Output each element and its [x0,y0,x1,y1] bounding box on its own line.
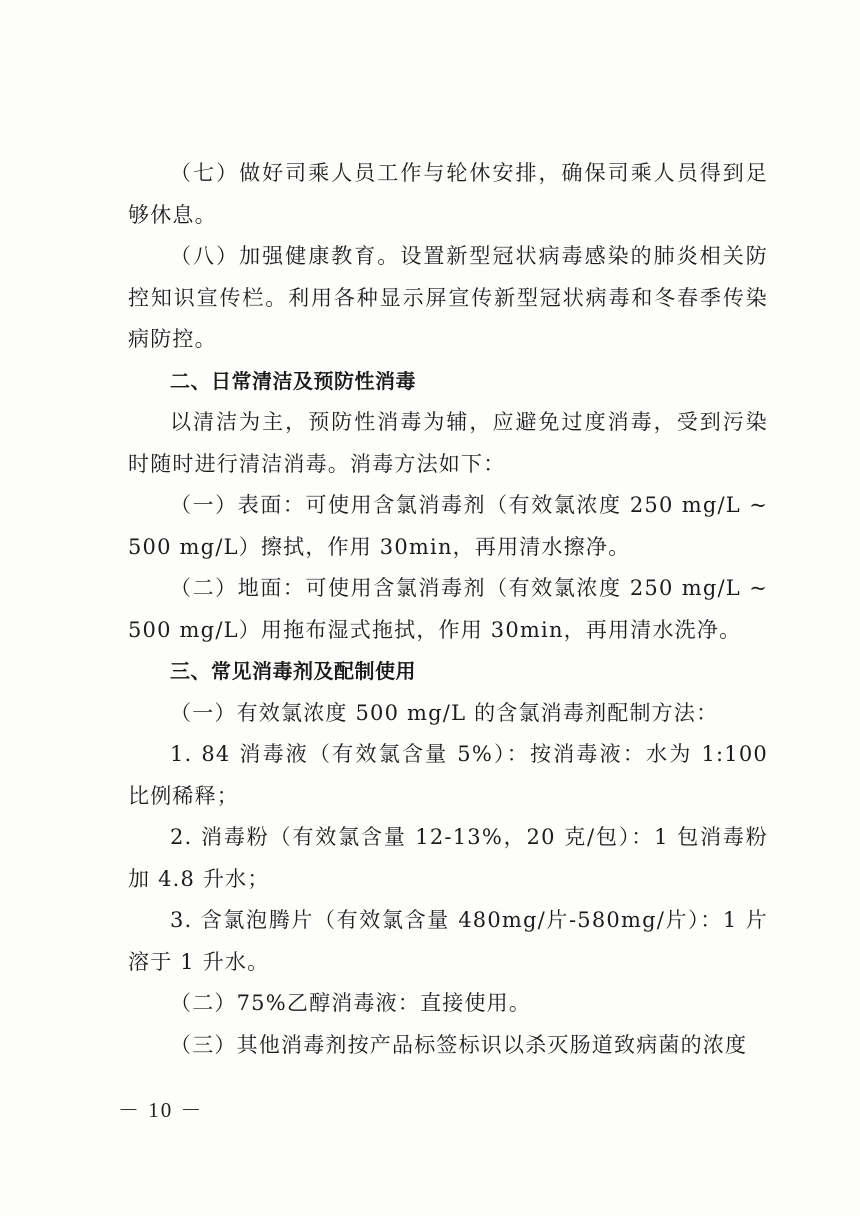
paragraph-other-disinfectants: （三）其他消毒剂按产品标签标识以杀灭肠道致病菌的浓度 [170,1032,748,1057]
section-heading-cleaning: 二、日常清洁及预防性消毒 [170,368,416,393]
paragraph-disinfectant-powder: 2. 消毒粉（有效氯含量 12-13%，20 克/包）：1 包消毒粉加 4.8 升水； [128,825,768,891]
paragraph-driver-rest: （七）做好司乘人员工作与轮休安排，确保司乘人员得到足够休息。 [128,161,768,227]
paragraph-chlorine-preparation: （一）有效氯浓度 500 mg/L 的含氯消毒剂配制方法： [170,700,719,725]
section-heading-disinfectants: 三、常见消毒剂及配制使用 [170,659,416,683]
paragraph-effervescent-tablet: 3. 含氯泡腾片（有效氯含量 480mg/片-580mg/片）：1 片溶于 1 升水。 [128,908,768,974]
paragraph-surface-disinfection: （一）表面：可使用含氯消毒剂（有效氯浓度 250 mg/L ~ 500 mg/L）擦拭，作用 30min，再用清水擦净。 [128,493,768,559]
paragraph-84-liquid: 1. 84 消毒液（有效氯含量 5%）：按消毒液：水为 1:100 比例稀释； [128,742,768,808]
document-body [128,153,768,1066]
paragraph-ethanol: （二）75%乙醇消毒液：直接使用。 [170,991,532,1015]
paragraph-health-education: （八）加强健康教育。设置新型冠状病毒感染的肺炎相关防控知识宣传栏。利用各种显示屏宣传新型冠状病毒和冬春季传染病防控。 [128,244,768,351]
paragraph-floor-disinfection: （二）地面：可使用含氯消毒剂（有效氯浓度 250 mg/L ~ 500 mg/L）用拖布湿式拖拭，作用 30min，再用清水洗净。 [128,576,768,642]
paragraph-cleaning-principle: 以清洁为主，预防性消毒为辅，应避免过度消毒，受到污染时随时进行清洁消毒。消毒方法如下： [128,410,768,476]
page-number: － 10 － [118,1098,204,1122]
